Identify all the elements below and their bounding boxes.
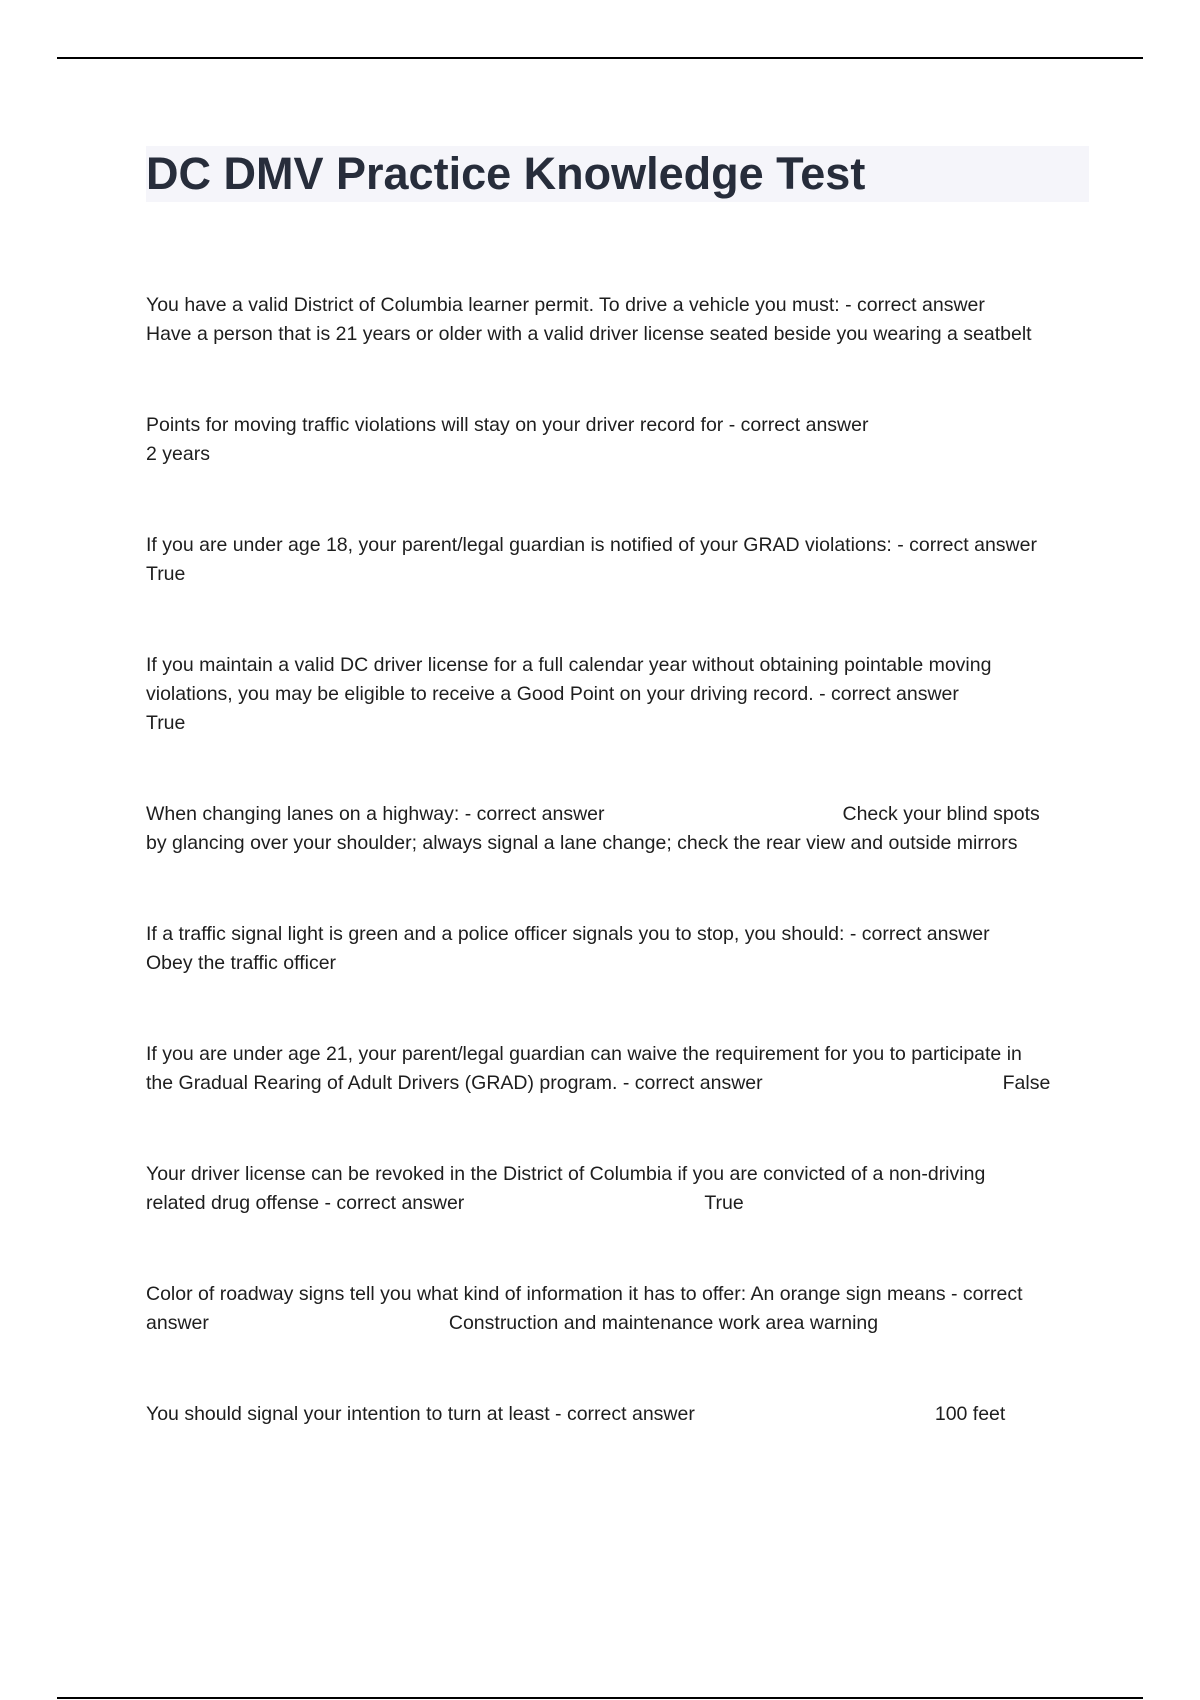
answer-text: by glancing over your shoulder; always signal a lane change; check the rear view and outside mirrors [146,832,1018,854]
question-text: answer [146,1312,209,1334]
question-text: You have a valid District of Columbia learner permit. To drive a vehicle you must: - correct answer [146,294,985,316]
qa-line [146,1189,1086,1218]
qa-item [146,800,1086,858]
qa-item [146,531,1086,589]
qa-line [146,1309,1086,1338]
qa-item [146,1280,1086,1338]
answer-text: True [704,1192,744,1214]
qa-line [146,1400,1086,1429]
top-divider [57,57,1143,59]
question-text: related drug offense - correct answer [146,1192,465,1214]
answer-text: Check your blind spots [842,803,1040,825]
qa-item [146,1160,1086,1218]
qa-line [146,800,1086,829]
question-text: You should signal your intention to turn at least - correct answer [146,1403,695,1425]
answer-text: False [1002,1072,1051,1094]
qa-item [146,411,1086,469]
bottom-divider [57,1697,1143,1699]
qa-item [146,1040,1086,1098]
qa-item [146,651,1086,738]
question-text: violations, you may be eligible to receive a Good Point on your driving record. - correct answer [146,683,959,705]
qa-item [146,1400,1086,1429]
answer-text: Obey the traffic officer [146,952,337,974]
qa-item [146,920,1086,978]
answer-text: 2 years [146,443,210,465]
question-text: When changing lanes on a highway: - correct answer [146,803,605,825]
question-text: If you are under age 18, your parent/legal guardian is notified of your GRAD violations: - correct answer [146,534,1037,556]
question-text: If you maintain a valid DC driver license for a full calendar year without obtaining pointable moving [146,654,992,676]
question-text: Your driver license can be revoked in the District of Columbia if you are convicted of a non-driving [146,1163,986,1185]
answer-text: Have a person that is 21 years or older with a valid driver license seated beside you wearing a seatbelt [146,323,1032,345]
qa-line [146,1069,1086,1098]
question-text: If you are under age 21, your parent/legal guardian can waive the requirement for you to participate in [146,1043,1022,1065]
answer-text: True [146,712,186,734]
question-text: Points for moving traffic violations will stay on your driver record for - correct answer [146,414,869,436]
question-text: the Gradual Rearing of Adult Drivers (GRAD) program. - correct answer [146,1072,763,1094]
qa-item [146,291,1086,349]
answer-text: 100 feet [934,1403,1006,1425]
answer-text: Construction and maintenance work area warning [448,1312,879,1334]
question-text: If a traffic signal light is green and a police officer signals you to stop, you should: - correct answer [146,923,990,945]
page-title: DC DMV Practice Knowledge Test [146,148,866,199]
answer-text: True [146,563,186,585]
question-text: Color of roadway signs tell you what kind of information it has to offer: An orange sign means - correct [146,1283,1023,1305]
